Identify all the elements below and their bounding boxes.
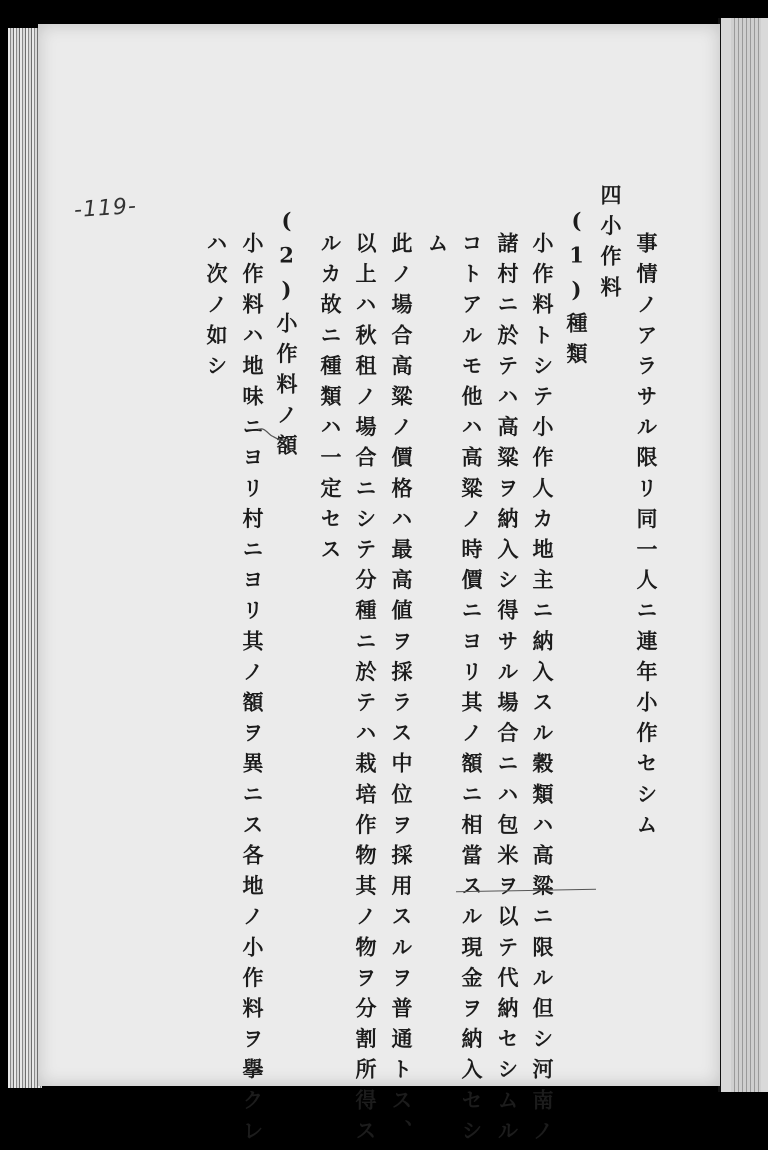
text-column-13: ハ次ノ如シ bbox=[204, 232, 229, 385]
text-column-12: 小作料ハ地味ニヨリ村ニヨリ其ノ額ヲ異ニス各地ノ小作料ヲ擧クレ bbox=[240, 232, 265, 1150]
text-column-8: 此ノ場合高粱ノ價格ハ最高値ヲ採ラス中位ヲ採用スルヲ普通トス、 bbox=[389, 232, 414, 1150]
subheading-types: (1)種類 bbox=[564, 208, 589, 373]
book-page-stack bbox=[8, 28, 42, 1088]
text-column-6: コトアルモ他ハ高粱ノ時價ニヨリ其ノ額ニ相當スル現金ヲ納入セシ bbox=[459, 232, 484, 1150]
subheading-fee-amount: (2)小作料ノ額 bbox=[274, 208, 299, 465]
pencil-scratch bbox=[256, 424, 288, 446]
text-column-10: ルカ故ニ種類ハ一定セス bbox=[318, 232, 343, 569]
text-column-9: 以上ハ秋租ノ場合ニシテ分種ニ於テハ栽培作物其ノ物ヲ分割所得ス bbox=[353, 232, 378, 1150]
text-column-1: 事情ノアラサル限リ同一人ニ連年小作セシム bbox=[634, 232, 659, 844]
text-column-4: 小作料トシテ小作人カ地主ニ納入スル穀類ハ高粱ニ限ル但シ河南ノ bbox=[530, 232, 555, 1150]
text-column-7: ム bbox=[425, 232, 450, 263]
facing-page-edge bbox=[718, 18, 768, 1092]
handwritten-page-number: -119- bbox=[73, 193, 138, 224]
section-heading-tenant-fee: 四小作料 bbox=[598, 184, 623, 307]
text-column-5: 諸村ニ於テハ高粱ヲ納入シ得サル場合ニハ包米ヲ以テ代納セシムル bbox=[495, 232, 520, 1150]
